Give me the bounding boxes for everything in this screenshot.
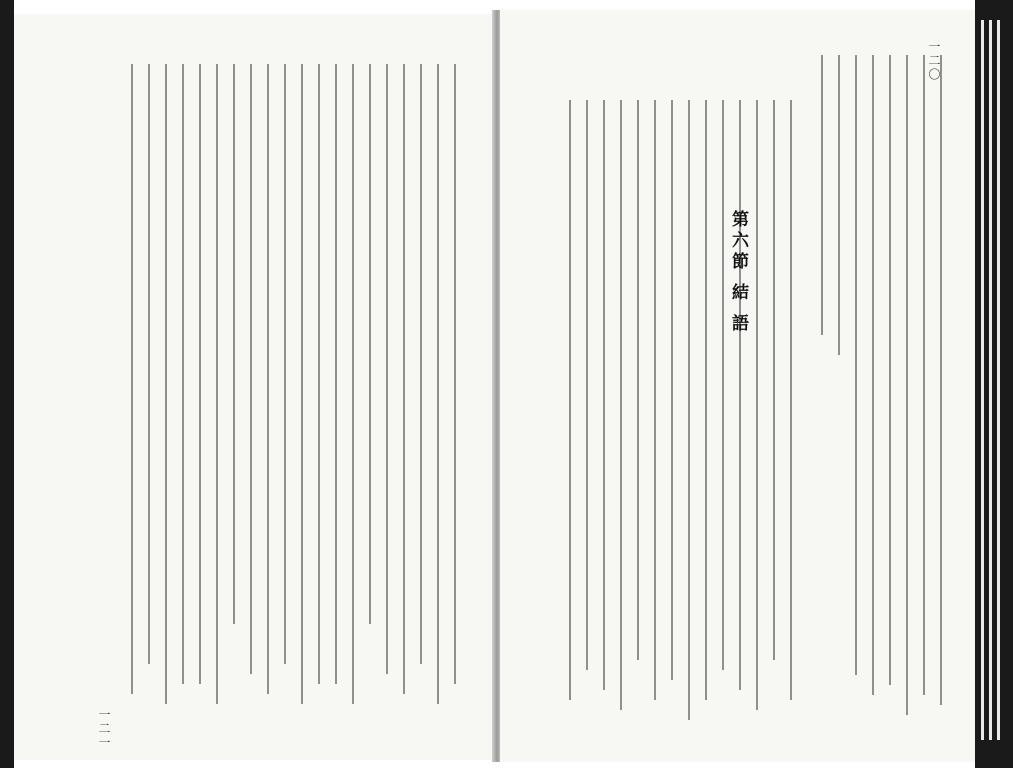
text-line <box>654 100 656 700</box>
page-number-left: 一二一 <box>97 708 111 750</box>
section-heading: 第六節 結 語 <box>728 210 748 335</box>
text-line <box>821 55 823 335</box>
text-line <box>906 55 908 715</box>
text-line <box>284 64 286 664</box>
text-line <box>233 64 235 624</box>
text-line <box>420 64 422 664</box>
text-line <box>855 55 857 675</box>
text-line <box>335 64 337 684</box>
text-line <box>199 64 201 684</box>
text-line <box>216 64 218 704</box>
text-line <box>569 100 571 700</box>
text-line <box>437 64 439 704</box>
text-line <box>773 100 775 660</box>
text-line <box>165 64 167 704</box>
text-line <box>671 100 673 680</box>
text-line <box>790 100 792 700</box>
text-line <box>369 64 371 624</box>
text-line <box>739 100 741 690</box>
text-line <box>250 64 252 674</box>
scan-edge-right <box>975 0 1013 768</box>
text-line <box>923 55 925 695</box>
text-line <box>872 55 874 695</box>
text-line <box>454 64 456 684</box>
text-line <box>889 55 891 685</box>
text-line <box>688 100 690 720</box>
text-line <box>705 100 707 700</box>
scan-edge-left <box>0 0 14 768</box>
text-line <box>301 64 303 704</box>
text-line <box>131 64 133 694</box>
text-line <box>318 64 320 684</box>
text-line <box>637 100 639 660</box>
page-number-right: 一二〇 <box>927 40 941 82</box>
text-line <box>620 100 622 710</box>
text-line <box>940 55 942 705</box>
text-line <box>586 100 588 670</box>
text-line <box>352 64 354 704</box>
text-line <box>722 100 724 670</box>
left-page <box>14 14 494 760</box>
text-line <box>756 100 758 710</box>
text-line <box>182 64 184 684</box>
text-line <box>838 55 840 355</box>
text-line <box>386 64 388 674</box>
text-line <box>603 100 605 690</box>
right-page <box>500 10 980 762</box>
text-line <box>148 64 150 664</box>
text-line <box>403 64 405 694</box>
text-line <box>267 64 269 694</box>
